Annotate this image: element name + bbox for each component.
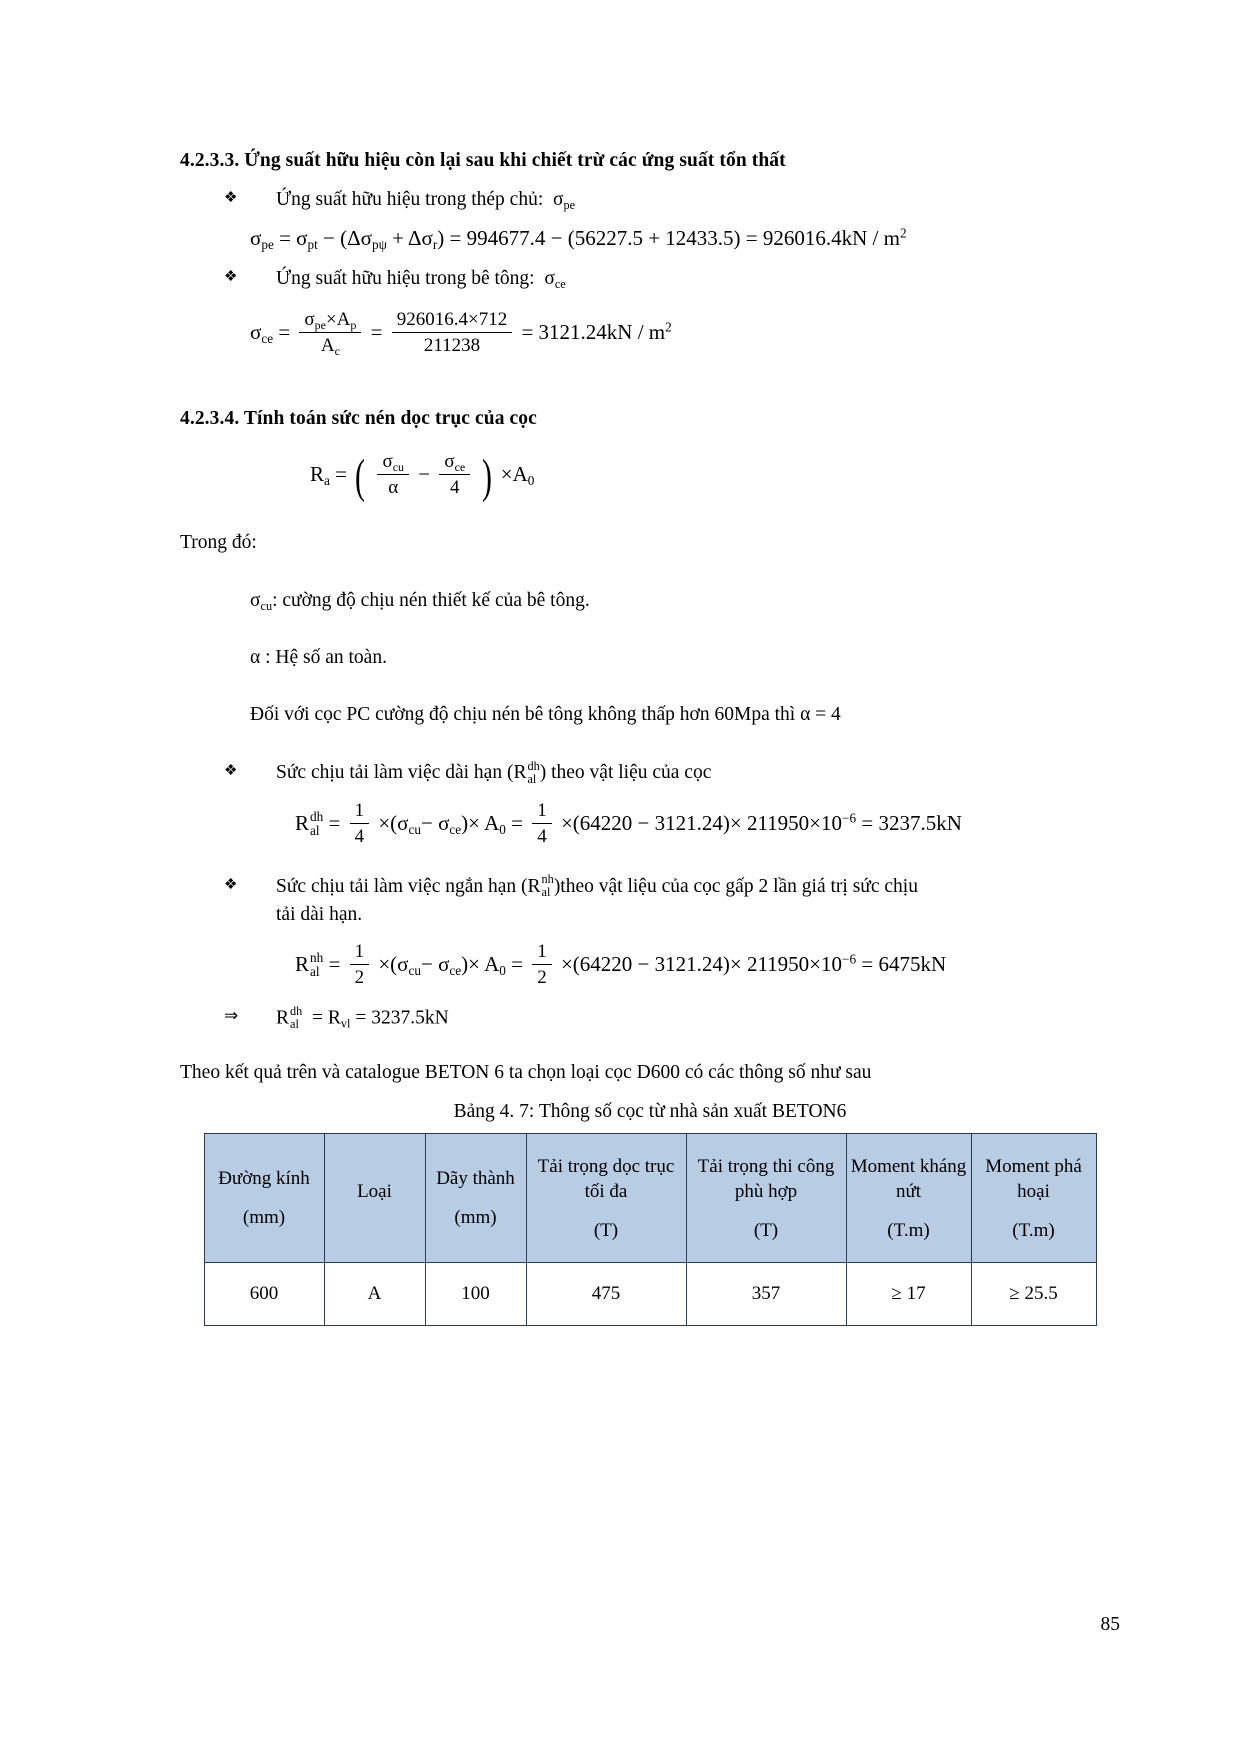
eq-area: A — [512, 462, 528, 487]
fraction-denominator: 4 — [537, 826, 547, 848]
table-row — [204, 1263, 1096, 1326]
equation-sigma-ce: $\sigma_{ce}$ = $\frac{\sigma_{pe}\times A_p}{A_c}$ = $\frac{926016.4\times 712}{211238}$ = $3121.24kN / m^2$ — [250, 309, 672, 359]
eq-term-c-sub: 0 — [499, 822, 506, 838]
eq-term-a: ×(σ — [378, 810, 409, 835]
sigma-symbol: σ — [250, 589, 261, 611]
bullet-item-sigma-pe — [180, 186, 1120, 214]
fraction-denominator: 2 — [354, 967, 365, 989]
fraction-denominator: α — [388, 477, 399, 499]
eq-inner1-sub: pψ — [371, 236, 387, 252]
fraction-sigma-ap-over-ac — [299, 309, 361, 357]
den-area: A — [320, 335, 335, 357]
header-title: Tải trọng dọc trục tối đa — [537, 1155, 675, 1202]
eq-result: = 6475kN — [861, 952, 947, 977]
header-unit: (T.m) — [887, 1220, 930, 1241]
fraction-numerator — [299, 309, 361, 333]
cell-tai-trong-doc-truc: 475 — [526, 1263, 686, 1326]
fraction-one-quarter — [350, 800, 370, 848]
left-paren: ( — [355, 450, 366, 504]
supsub-nh-al — [542, 873, 554, 899]
sigma-subscript: pe — [563, 197, 576, 212]
eq-operator-minus: − — [323, 225, 335, 250]
eq-value1: = 994677.4 − — [449, 225, 563, 250]
cell-loai: A — [324, 1263, 425, 1326]
eq-lhs-sub: ce — [261, 331, 274, 347]
sub-al: al — [541, 885, 551, 900]
equation-Ra: $R_a$ = ( $\frac{\sigma_{cu}}{\alpha}$ − $\frac{\sigma_{ce}}{4}$ ) $\times A_0$ — [310, 450, 535, 504]
bullet-label-a: Sức chịu tải làm việc ngắn hạn ( — [276, 876, 528, 898]
den-area-sub: c — [334, 344, 340, 359]
sub-al: al — [527, 771, 537, 786]
eq-lhs: R — [295, 952, 310, 977]
eq-result: = 926016.4kN / m — [745, 225, 900, 250]
cell-tai-trong-thi-cong: 357 — [686, 1263, 846, 1326]
fraction-one-half-2 — [532, 941, 552, 989]
conclusion-row — [180, 1006, 1120, 1032]
eq-result: = 3121.24kN / m — [521, 320, 666, 345]
cell-duong-kinh: 600 — [204, 1263, 324, 1326]
num-sigma-sub: pe — [314, 318, 326, 333]
eq-lhs: R — [295, 810, 310, 835]
column-header-tai-trong-doc-truc — [526, 1134, 686, 1263]
num-sigma: σ — [304, 309, 315, 331]
eq-lhs: σ — [250, 225, 262, 250]
fraction-sigma-cu-over-alpha — [377, 451, 409, 499]
sup-nh: nh — [541, 872, 554, 887]
eq-term-b-sub: ce — [449, 963, 462, 979]
fraction-numerator: 1 — [532, 800, 552, 824]
eq-inner2: Δσ — [408, 225, 433, 250]
fraction-denominator: 2 — [537, 967, 547, 989]
header-unit: (T.m) — [1012, 1220, 1055, 1241]
column-header-moment-pha-hoai — [971, 1134, 1096, 1263]
header-title: Tải trọng thi công phù hợp — [697, 1155, 835, 1202]
num-sigma-sub: ce — [454, 460, 466, 475]
bullet-label-b: ) theo vật liệu của cọc — [539, 762, 712, 784]
rightwards-arrow-icon: ⇒ — [224, 1006, 239, 1026]
column-header-moment-khang-nut — [846, 1134, 971, 1263]
fraction-numerator: 1 — [350, 941, 370, 965]
sup-dh: dh — [310, 808, 324, 824]
eq-lhs: R — [276, 1007, 290, 1029]
header-unit: (T) — [753, 1220, 779, 1241]
definition-sigma-cu — [250, 586, 1120, 615]
bullet-label-c: tải dài hạn. — [276, 903, 363, 925]
fraction-one-half — [350, 941, 370, 989]
heading-4-2-3-3: 4.2.3.3. Ứng suất hữu hiệu còn lại sau khi chiết trừ các ứng suất tổn thất — [180, 150, 786, 171]
equation-sigma-pe: $\sigma_{pe} = \sigma_{pt} - (\Delta\sigma_{p\psi} + \Delta\sigma_r) = 994677.4 - (56227.5 + 12433.5) = 926016.4kN / m^2$ — [250, 225, 907, 252]
num-times: × — [325, 309, 337, 331]
eq-mid-sub: vl — [340, 1016, 351, 1031]
eq-tail: ×(64220 − 3121.24)× 211950×10 — [560, 952, 843, 977]
eq-area-sub: 0 — [527, 473, 535, 489]
bullet-text — [250, 873, 1120, 928]
header-title: Dãy thành — [436, 1168, 515, 1190]
sub-al: al — [290, 1017, 299, 1032]
header-unit: (T) — [593, 1220, 619, 1241]
supsub-nh-al — [310, 951, 323, 979]
bullet-item-short-term — [180, 873, 1120, 928]
fraction-numerator: 1 — [532, 941, 552, 965]
sigma-subscript: ce — [554, 276, 566, 291]
eq-term-c: )× A — [461, 810, 500, 835]
supsub-dh-al — [527, 760, 539, 786]
header-unit: (mm) — [454, 1207, 497, 1229]
fraction-one-quarter-2 — [532, 800, 552, 848]
sub-al: al — [310, 822, 320, 838]
column-header-duong-kinh — [204, 1134, 324, 1263]
header-title: Loại — [357, 1180, 392, 1202]
num-area-sub: p — [350, 318, 357, 333]
eq-tail: ×(64220 − 3121.24)× 211950×10 — [560, 810, 843, 835]
fraction-numerator — [377, 451, 409, 475]
pile-parameters-table — [204, 1133, 1097, 1326]
fraction-denominator: 4 — [354, 826, 365, 848]
bullet-label: Ứng suất hữu hiệu trong thép chủ: — [276, 189, 544, 210]
cell-day-thanh: 100 — [425, 1263, 526, 1326]
eq-term-c: )× A — [461, 952, 500, 977]
bullet-item-long-term — [180, 759, 1120, 787]
eq-mid: = R — [312, 1007, 341, 1029]
column-header-tai-trong-thi-cong — [686, 1134, 846, 1263]
sigma-symbol: σ — [553, 189, 564, 210]
bullet-item-sigma-ce — [180, 265, 1120, 293]
equation-Ral-nh: R nh al = $\frac{1}{2}$ $\times(\sigma_{cu}- \sigma_{ce})\times A_0$ = $\frac{1}{2}$ $\times(64220 - 3121.24)\times 211950\times 10^{-6} = 6475kN$ — [295, 941, 947, 989]
num-area: A — [336, 309, 351, 331]
table-caption: Bảng 4. 7: Thông số cọc từ nhà sản xuất BETON6 — [453, 1101, 847, 1123]
column-header-day-thanh — [425, 1134, 526, 1263]
eq-result-exp: 2 — [665, 319, 672, 335]
diamond-bullet-icon: ❖ — [224, 190, 238, 206]
page-number: 85 — [1100, 1614, 1120, 1635]
eq-tail-exp: −6 — [842, 810, 857, 826]
paragraph-text: Đối với cọc PC cường độ chịu nén bê tông không thấp hơn 60Mpa thì — [250, 704, 796, 726]
eq-result: = 3237.5kN — [355, 1007, 449, 1029]
header-title: Đường kính — [218, 1168, 310, 1190]
symbol-Ral-nh: R nh al — [527, 872, 554, 900]
fraction-numerator — [439, 451, 470, 475]
fraction-denominator — [299, 333, 361, 357]
fraction-numeric — [392, 309, 512, 357]
eq-term-a: ×(σ — [378, 952, 409, 977]
header-title: Moment phá hoại — [985, 1155, 1082, 1202]
eq-operator-minus: − — [418, 462, 431, 487]
eq-lhs-sub: a — [324, 473, 330, 489]
eq-paren-group: (56227.5 + 12433.5) — [567, 225, 741, 250]
diamond-bullet-icon: ❖ — [224, 763, 238, 780]
sigma-symbol: σ — [544, 267, 555, 289]
eq-term-b-sub: ce — [449, 822, 462, 838]
heading-4-2-3-4: 4.2.3.4. Tính toán sức nén dọc trục của cọc — [180, 408, 537, 430]
num-sigma: σ — [444, 451, 455, 473]
header-unit: (mm) — [242, 1207, 286, 1229]
diamond-bullet-icon: ❖ — [224, 877, 238, 894]
eq-operator-plus: + — [392, 225, 404, 250]
definition-text: : cường độ chịu nén thiết kế của bê tông. — [272, 589, 590, 611]
eq-lhs: σ — [250, 320, 262, 345]
eq-term-b: − σ — [420, 952, 450, 977]
bullet-label-a: Sức chịu tải làm việc dài hạn ( — [276, 762, 514, 784]
eq-term-a-sub: cu — [408, 963, 421, 979]
bullet-label: Ứng suất hữu hiệu trong bê tông: — [276, 267, 535, 289]
sup-nh: nh — [310, 950, 324, 966]
table-header-row — [204, 1134, 1096, 1263]
sup-dh: dh — [290, 1004, 303, 1019]
fraction-denominator: 4 — [450, 477, 460, 499]
alpha-symbol: α — [250, 646, 261, 668]
cell-moment-pha-hoai: ≥ 25.5 — [971, 1263, 1096, 1326]
eq-term1: σ — [296, 225, 308, 250]
symbol-Ral-dh: R dh al — [513, 758, 540, 786]
bullet-text — [250, 265, 1120, 293]
header-title: Moment kháng nứt — [850, 1155, 967, 1202]
num-sigma-sub: cu — [392, 460, 405, 475]
eq-lhs: R — [310, 462, 325, 487]
eq-term1-sub: pt — [307, 236, 318, 252]
sigma-subscript: cu — [260, 598, 273, 613]
alpha-value: = 4 — [815, 704, 841, 726]
eq-result-exp: 2 — [899, 225, 907, 241]
eq-term-b: − σ — [420, 810, 450, 835]
eq-term-c-sub: 0 — [499, 963, 506, 979]
paragraph-doi-voi — [250, 700, 1120, 729]
eq-operator-times: × — [500, 462, 513, 487]
eq-inner1: Δσ — [347, 225, 372, 250]
eq-result: = 3237.5kN — [861, 810, 962, 835]
definition-alpha — [250, 643, 1120, 672]
bullet-label-b: )theo vật liệu của cọc gấp 2 lần giá trị sức chịu — [553, 876, 918, 898]
fraction-sigma-ce-over-4 — [439, 451, 470, 499]
fraction-denominator-value: 211238 — [423, 335, 481, 357]
eq-inner2-sub: r — [432, 236, 438, 252]
fraction-numerator: 1 — [350, 800, 370, 824]
eq-tail-exp: −6 — [842, 951, 857, 967]
supsub-dh-al — [310, 810, 323, 838]
conclusion-equation — [250, 1006, 1120, 1032]
sup-dh: dh — [527, 758, 540, 773]
eq-term-a-sub: cu — [408, 822, 421, 838]
alpha-symbol: α — [800, 704, 811, 726]
supsub-dh-al — [290, 1005, 302, 1031]
equation-Ral-dh: R dh al = $\frac{1}{4}$ $\times(\sigma_{cu}- \sigma_{ce})\times A_0$ = $\frac{1}{4}$ $\times(64220 - 3121.24)\times 211950\times 10^{-6} = 3237.5kN$ — [295, 800, 962, 848]
num-sigma: σ — [382, 451, 393, 473]
diamond-bullet-icon: ❖ — [224, 268, 238, 285]
fraction-numerator-value: 926016.4×712 — [392, 309, 512, 333]
column-header-loai — [324, 1134, 425, 1263]
definition-text: : Hệ số an toàn. — [265, 646, 387, 668]
bullet-text — [250, 186, 1120, 214]
paragraph-ket-qua: Theo kết quả trên và catalogue BETON 6 ta chọn loại cọc D600 có các thông số như sau — [180, 1062, 872, 1084]
sub-al: al — [310, 964, 320, 980]
paragraph-trong-do: Trong đó: — [180, 532, 257, 554]
cell-moment-khang-nut: ≥ 17 — [846, 1263, 971, 1326]
eq-lhs-sub: pe — [261, 236, 274, 252]
bullet-text — [250, 759, 1120, 787]
right-paren: ) — [482, 450, 493, 504]
